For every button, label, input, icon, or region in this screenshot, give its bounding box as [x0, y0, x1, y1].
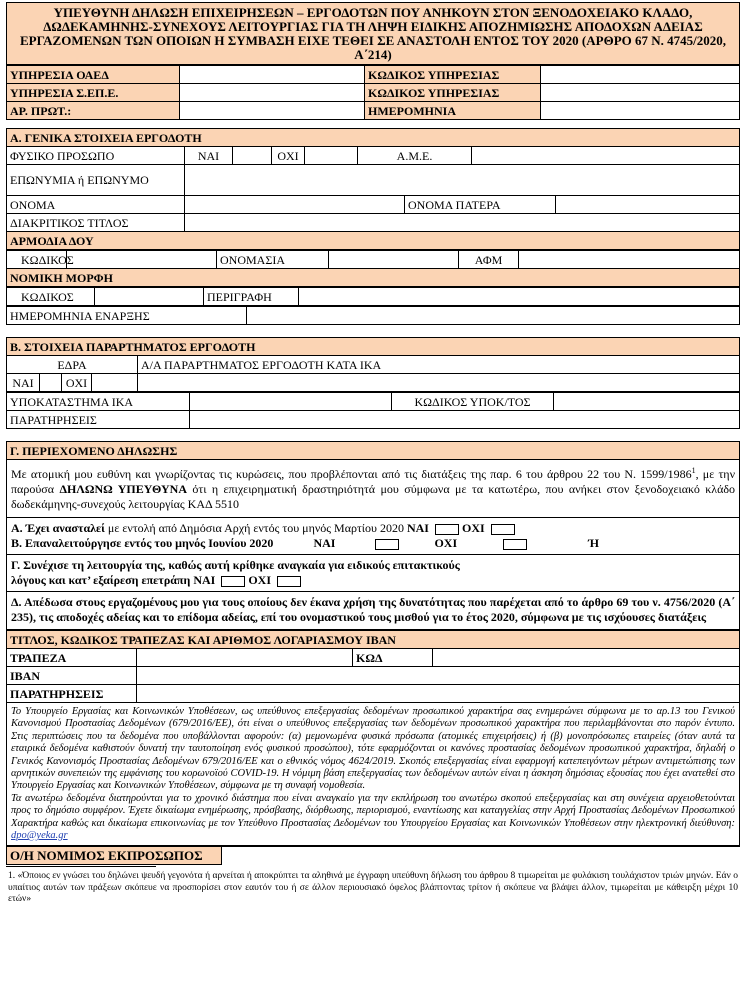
seat-no-box[interactable]	[92, 374, 138, 392]
ika-table	[6, 392, 740, 429]
legal-form-table	[6, 287, 740, 306]
question-b-or-label: Ή	[588, 536, 600, 550]
form-title: ΥΠΕΥΘΥΝΗ ΔΗΛΩΣΗ ΕΠΙΧΕΙΡΗΣΕΩΝ – ΕΡΓΟΔΟΤΩΝ ΠΟΥ ΑΝΗΚΟΥΝ ΣΤΟΝ ΞΕΝΟΔΟΧΕΙΑΚΟ ΚΛΑΔΟ, ΔΩΔΕΚΑΜΗΝΗΣ-ΣΥΝΕΧΟΥΣ ΛΕΙΤΟΥΡΓΙΑΣ ΓΙΑ ΤΗ ΛΗΨΗ ΕΙΔΙΚΗΣ ΑΠΟΖΗΜΙΩΣΗΣ ΑΠΟΔΟΧΩΝ ΑΔΕΙΑΣ ΕΡΓΑΖΟΜΕΝΩΝ ΤΩΝ ΟΠΟΙΩΝ Η ΣΥΜΒΑΣΗ ΕΙΧΕ ΤΕΘΕΙ ΣΕ ΑΝΑΣΤΟΛΗ ΕΝΤΟΣ ΤΟΥ 2020 (ΑΡΘΡΟ 67 Ν. 4745/2020, Α΄214)	[6, 2, 740, 65]
legal-form-description-label: ΠΕΡΙΓΡΑΦΗ	[204, 288, 299, 306]
service-code-label-2: ΚΩΔΙΚΟΣ ΥΠΗΡΕΣΙΑΣ	[365, 84, 541, 102]
legal-form-code-label: ΚΩΔΙΚΟΣ	[7, 288, 95, 306]
ika-branch-field[interactable]	[190, 393, 392, 411]
bank-label: ΤΡΑΠΕΖΑ	[7, 649, 137, 667]
section-c-heading: Γ. ΠΕΡΙΕΧΟΜΕΝΟ ΔΗΛΩΣΗΣ	[7, 442, 740, 460]
ame-field[interactable]	[472, 147, 740, 165]
legal-form-description-field[interactable]	[299, 288, 740, 306]
question-a-rest: με εντολή από Δημόσια Αρχή εντός του μηνός Μαρτίου 2020	[104, 521, 404, 535]
branch-code-label: ΚΩΔΙΚΟΣ ΥΠΟΚ/ΤΟΣ	[392, 393, 554, 411]
doy-table	[6, 250, 740, 287]
legal-form-heading: ΝΟΜΙΚΗ ΜΟΡΦΗ	[7, 269, 740, 287]
doy-name-label: ΟΝΟΜΑΣΙΑ	[217, 251, 329, 269]
declaration-form	[6, 0, 740, 905]
question-b-text: Β. Επαναλειτούργησε εντός του μηνός Ιουνίου 2020	[11, 536, 274, 550]
oaed-field[interactable]	[180, 66, 365, 84]
protocol-label: ΑΡ. ΠΡΩΤ.:	[7, 102, 180, 120]
trade-name-label: ΔΙΑΚΡΙΤΙΚΟΣ ΤΙΤΛΟΣ	[7, 214, 185, 232]
natural-person-yes-label: ΝΑΙ	[185, 147, 233, 165]
question-c-yes-label: ΝΑΙ	[193, 573, 216, 587]
service-code-field-2[interactable]	[541, 84, 740, 102]
afm-label: ΑΦΜ	[459, 251, 519, 269]
first-name-label: ΟΝΟΜΑ	[7, 196, 185, 214]
iban-label: IBAN	[7, 667, 137, 685]
bank-table	[6, 630, 740, 846]
start-date-field[interactable]	[247, 307, 740, 325]
seat-no-label: ΟΧΙ	[62, 374, 92, 392]
question-c-line-2: λόγους και κατ’ εξαίρεση επετράπη	[11, 573, 191, 587]
intro-text-3: ότι η επιχειρηματική δραστηριότητά μου σύμφωνα με τα κατωτέρω, που ανήκει στον ξενοδοχειακό κλάδο δωδεκάμηνης-συνεχούς λειτουργίας ΚΑΔ 5510	[11, 482, 736, 511]
question-a-yes-box[interactable]	[435, 524, 459, 535]
footnote-ref: 1	[691, 466, 696, 475]
iban-field[interactable]	[137, 667, 740, 685]
afm-field[interactable]	[519, 251, 740, 269]
natural-person-label: ΦΥΣΙΚΟ ΠΡΟΣΩΠΟ	[7, 147, 185, 165]
branch-number-label: Α/Α ΠΑΡΑΡΤΗΜΑΤΟΣ ΕΡΓΟΔΟΤΗ ΚΑΤΑ ΙΚΑ	[138, 356, 740, 374]
section-b-remarks-label: ΠΑΡΑΤΗΡΗΣΕΙΣ	[7, 411, 190, 429]
service-code-field-1[interactable]	[541, 66, 740, 84]
gdpr-paragraph-2: Τα ανωτέρω δεδομένα διατηρούνται για το χρονικό διάστημα που είναι αναγκαίο για την εκπλήρωση του ανωτέρω σκοπού επεξεργασίας και στη συνέχεια αρχειοθετούνται προς το δημόσιο συμφέρον. Έχετε δικαίωμα ενημέρωσης, πρόσβασης, διόρθωσης, περιορισμού, εναντίωσης και καταγγελίας στην Αρχή Προστασίας Δεδομένων Προσωπικού Χαρακτήρα καθώς και δικαίωμα επικοινωνίας με τον Υπεύθυνο Προστασίας Δεδομένων του Υπουργείου Εργασίας και Κοινωνικών Υποθέσεων στην ηλεκτρονική διεύθυνση:	[11, 792, 735, 829]
section-b-heading: Β. ΣΤΟΙΧΕΙΑ ΠΑΡΑΡΤΗΜΑΤΟΣ ΕΡΓΟΔΟΤΗ	[7, 338, 740, 356]
start-date-table	[6, 306, 740, 325]
representative-table	[6, 846, 740, 865]
oaed-label: ΥΠΗΡΕΣΙΑ ΟΑΕΔ	[7, 66, 180, 84]
question-c	[7, 555, 740, 592]
service-code-label-1: ΚΩΔΙΚΟΣ ΥΠΗΡΕΣΙΑΣ	[365, 66, 541, 84]
gdpr-paragraph-1: Το Υπουργείο Εργασίας και Κοινωνικών Υποθέσεων, ως υπεύθυνος επεξεργασίας δεδομένων προσωπικού χαρακτήρα σας ενημερώνει σύμφωνα με το αρ.13 του Γενικού Κανονισμού Προστασίας Δεδομένων (679/2016/ΕΕ), ότι είναι ο υπεύθυνος επεξεργασίας των δεδομένων προσωπικού χαρακτήρα που περιλαμβάνονται στο παρόν έντυπο. Στις περιπτώσεις που τα δεδομένα που υποβάλλονται αφορούν: (α) μεμονωμένα φυσικά πρόσωπα (ατομικές επιχειρήσεις) ή (β) μονοπρόσωπες εταιρείες (όταν αυτά τα εταιρικά δεδομένα καθιστούν δυνατή την ταυτοποίηση ενός φυσικού προσώπου), τότε εφαρμόζονται οι κανόνες προστασίας δεδομένων προσωπικού χαρακτήρα, δηλαδή ο Γενικός Κανονισμός Προστασίας Δεδομένων 679/2016/ΕΕ και ο εθνικός νόμος 4624/2019. Σκοπός επεξεργασίας είναι εφαρμογή κατεπειγόντων μέτρων αντιμετώπισης των αρνητικών συνεπειών της εμφάνισης του κορωνοϊού COVID-19. Η νόμιμη βάση επεξεργασίας των δεδομένων αυτών είναι η άσκηση δημόσιας εξουσίας που έχει ανατεθεί στο Υπουργείο Εργασίας και Κοινωνικών Υποθέσεων, σύμφωνα με τη συναφή νομοθεσία.	[11, 706, 735, 792]
footnote: 1. «Όποιος εν γνώσει του δηλώνει ψευδή γεγονότα ή αρνείται ή αποκρύπτει τα αληθινά με έγγραφη υπεύθυνη δήλωση του άρθρου 8 τιμωρείται με φυλάκιση τουλάχιστον τριών μηνών. Εάν ο υπαίτιος αυτών των πράξεων σκόπευε να προσπορίσει στον εαυτόν του ή σε άλλον περιουσιακό όφελος βλάπτοντας τρίτον ή σκόπευε να βλάψει άλλον, τιμωρείται με κάθειρξη μέχρι 10 ετών»	[8, 871, 738, 905]
section-a-table	[6, 128, 740, 250]
question-d: Δ. Απέδωσα στους εργαζομένους μου για τους οποίους δεν έκανα χρήση της δυνατότητας που παρέχεται από το άρθρο 69 του ν. 4756/2020 (Α΄ 235), τις αποδοχές αδείας και το επίδομα αδείας, επί του ονομαστικού τους μισθού για το έτος 2020, σύμφωνα με τις ισχύουσες διατάξεις	[7, 592, 740, 630]
father-name-label: ΟΝΟΜΑ ΠΑΤΕΡΑ	[405, 196, 556, 214]
father-name-field[interactable]	[556, 196, 740, 214]
intro-text-1: Με ατομική μου ευθύνη και γνωρίζοντας τις κυρώσεις, που προβλέπονται από τις διατάξεις της παρ. 6 του άρθρου 22 του Ν. 1599/1986	[11, 467, 692, 481]
natural-person-no-box[interactable]	[305, 147, 358, 165]
question-a-no-box[interactable]	[491, 524, 515, 535]
company-name-field[interactable]	[185, 165, 740, 196]
seat-yes-label: ΝΑΙ	[7, 374, 40, 392]
section-a-heading: Α. ΓΕΝΙΚΑ ΣΤΟΙΧΕΙΑ ΕΡΓΟΔΟΤΗ	[7, 129, 740, 147]
section-b-remarks-field[interactable]	[190, 411, 740, 429]
question-b-yes-box[interactable]	[375, 539, 399, 550]
questions-a-b	[7, 518, 740, 555]
intro-bold: ΔΗΛΩΝΩ ΥΠΕΥΘΥΝΑ	[59, 482, 187, 496]
bank-code-field[interactable]	[433, 649, 740, 667]
bank-remarks-label: ΠΑΡΑΤΗΡΗΣΕΙΣ	[7, 685, 137, 703]
representative-signature-area[interactable]	[222, 847, 741, 865]
doy-heading: ΑΡΜΟΔΙΑ ΔΟΥ	[7, 232, 740, 250]
gdpr-notice	[7, 703, 740, 846]
start-date-label: ΗΜΕΡΟΜΗΝΙΑ ΕΝΑΡΞΗΣ	[7, 307, 247, 325]
branch-code-field[interactable]	[554, 393, 740, 411]
section-b-table	[6, 337, 740, 392]
question-c-yes-box[interactable]	[221, 576, 245, 587]
trade-name-field[interactable]	[185, 214, 740, 232]
service-info-table	[6, 65, 740, 120]
declaration-intro	[7, 460, 740, 518]
seat-label: ΕΔΡΑ	[7, 356, 138, 374]
branch-number-field[interactable]	[138, 374, 740, 392]
question-b-no-box[interactable]	[503, 539, 527, 550]
doy-name-field[interactable]	[329, 251, 459, 269]
question-c-no-label: ΟΧΙ	[248, 573, 272, 587]
legal-form-code-field[interactable]	[95, 288, 204, 306]
question-c-line-1: Γ. Συνέχισε τη λειτουργία της, καθώς αυτή κρίθηκε αναγκαία για ειδικούς επιτακτικούς	[11, 558, 460, 572]
doy-code-field[interactable]	[67, 251, 217, 269]
intro-text-2: , με την παρούσα	[11, 467, 735, 496]
company-name-label: ΕΠΩΝΥΜΙΑ ή ΕΠΩΝΥΜΟ	[7, 165, 185, 196]
bank-field[interactable]	[137, 649, 353, 667]
date-field[interactable]	[541, 102, 740, 120]
sepe-label: ΥΠΗΡΕΣΙΑ Σ.ΕΠ.Ε.	[7, 84, 180, 102]
question-b-no-label: ΟΧΙ	[434, 536, 458, 550]
question-c-no-box[interactable]	[277, 576, 301, 587]
question-b-yes-label: ΝΑΙ	[313, 536, 336, 550]
seat-yes-box[interactable]	[40, 374, 62, 392]
bank-code-label: ΚΩΔ	[353, 649, 433, 667]
section-c-table	[6, 441, 740, 630]
ika-branch-label: ΥΠΟΚΑΤΑΣΤΗΜΑ ΙΚΑ	[7, 393, 190, 411]
natural-person-no-label: ΟΧΙ	[272, 147, 305, 165]
doy-code-label: ΚΩΔΙΚΟΣ	[7, 251, 67, 269]
question-a-bold: Α. Έχει ανασταλεί	[11, 521, 105, 535]
bank-remarks-field[interactable]	[137, 685, 740, 703]
question-a-yes-label: ΝΑΙ	[406, 521, 429, 535]
first-name-field[interactable]	[185, 196, 405, 214]
question-a-no-label: ΟΧΙ	[461, 521, 485, 535]
dpo-email-link[interactable]: dpo@yeka.gr	[11, 830, 68, 842]
protocol-field[interactable]	[180, 102, 365, 120]
bank-heading: ΤΙΤΛΟΣ, ΚΩΔΙΚΟΣ ΤΡΑΠΕΖΑΣ ΚΑΙ ΑΡΙΘΜΟΣ ΛΟΓΑΡΙΑΣΜΟΥ IBAN	[7, 631, 740, 649]
sepe-field[interactable]	[180, 84, 365, 102]
natural-person-yes-box[interactable]	[233, 147, 272, 165]
date-label: ΗΜΕΡΟΜΗΝΙΑ	[365, 102, 541, 120]
representative-label: Ο/Η ΝΟΜΙΜΟΣ ΕΚΠΡΟΣΩΠΟΣ	[7, 847, 222, 865]
ame-label: Α.Μ.Ε.	[358, 147, 472, 165]
